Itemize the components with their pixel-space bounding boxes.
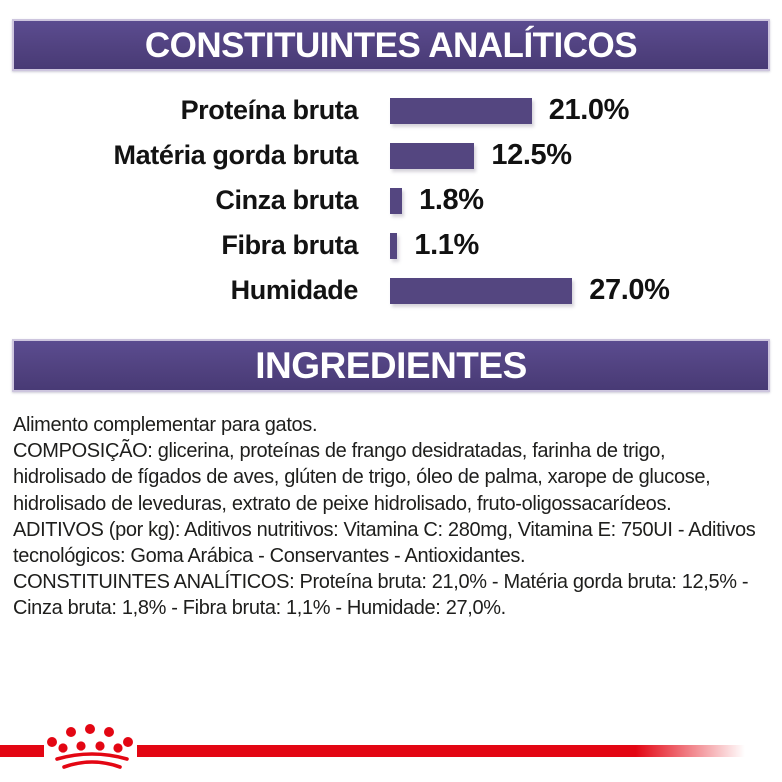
chart-row xyxy=(0,178,782,223)
chart-category-label: Fibra bruta xyxy=(221,230,358,260)
section-header-analytical-constituents xyxy=(12,19,770,71)
section-title: CONSTITUINTES ANALÍTICOS xyxy=(144,25,638,65)
ingredients-line: Alimento complementar para gatos. xyxy=(13,414,318,436)
ingredients-line: Cinza bruta: 1,8% - Fibra bruta: 1,1% - Humidade: 27,0%. xyxy=(13,597,506,620)
chart-category-label: Cinza bruta xyxy=(215,185,358,215)
ingredients-line: tecnológicos: Goma Arábica - Conservantes - Antioxidantes. xyxy=(13,545,526,568)
ingredients-line: hidrolisado de fígados de aves, glúten de trigo, óleo de palma, xarope de glucose, xyxy=(13,466,711,489)
ingredients-line: CONSTITUINTES ANALÍTICOS: Proteína bruta: 21,0% - Matéria gorda bruta: 12,5% - xyxy=(13,571,749,594)
chart-value-label: 21.0% xyxy=(548,94,629,126)
chart-value-label: 1.1% xyxy=(414,229,479,261)
chart-bar xyxy=(390,143,474,169)
chart-value-label: 1.8% xyxy=(419,184,484,216)
chart-category-label: Matéria gorda bruta xyxy=(113,140,358,170)
chart-value-label: 27.0% xyxy=(589,274,670,306)
section-title: INGREDIENTES xyxy=(255,345,527,386)
divider-line-right xyxy=(137,745,745,757)
chart-row xyxy=(0,88,782,133)
royal-canin-crown-icon xyxy=(46,717,138,775)
analytical-constituents-bar-chart xyxy=(0,88,782,313)
chart-row xyxy=(0,133,782,178)
divider-line-left xyxy=(0,745,44,757)
section-header-ingredients xyxy=(12,339,770,392)
chart-row xyxy=(0,223,782,268)
ingredients-text-block xyxy=(13,412,782,622)
chart-category-label: Proteína bruta xyxy=(180,95,358,125)
ingredients-line: hidrolisado de leveduras, extrato de peixe hidrolisado, fruto-oligossacarídeos. xyxy=(13,492,672,515)
chart-row xyxy=(0,268,782,313)
chart-value-label: 12.5% xyxy=(491,139,572,171)
chart-bar xyxy=(390,233,397,259)
chart-bar xyxy=(390,98,532,124)
ingredients-line: COMPOSIÇÃO: glicerina, proteínas de frango desidratadas, farinha de trigo, xyxy=(13,440,666,463)
chart-bar xyxy=(390,278,572,304)
chart-category-label: Humidade xyxy=(230,275,358,305)
ingredients-line: ADITIVOS (por kg): Aditivos nutritivos: Vitamina C: 280mg, Vitamina E: 750UI - Aditivos xyxy=(13,518,756,541)
chart-bar xyxy=(390,188,402,214)
